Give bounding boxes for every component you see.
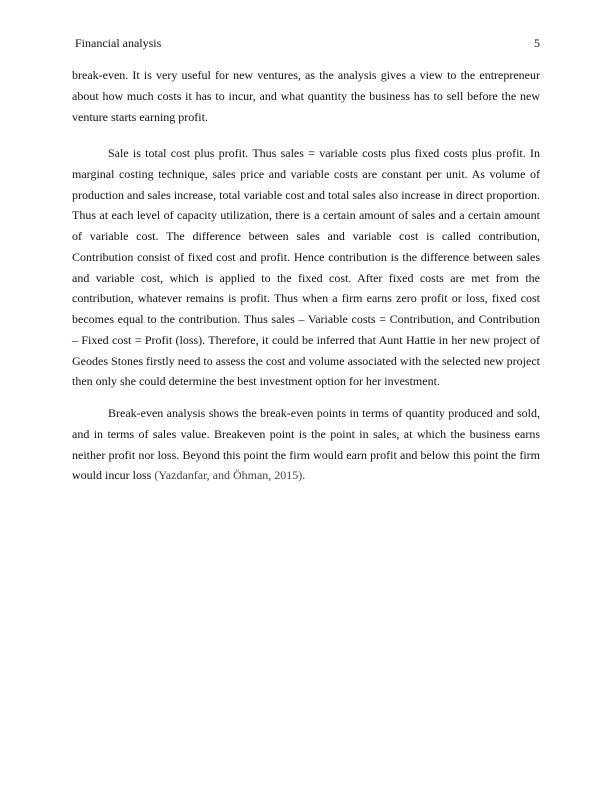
text-line: contribution, whatever remains is profit. Thus when a firm earns zero profit or loss, fixed cost [72, 291, 540, 306]
text-line: becomes equal to the contribution. Thus sales – Variable costs = Contribution, and Contribution [72, 312, 540, 326]
paragraph-1 [72, 65, 540, 127]
page-number: 5 [534, 36, 540, 50]
text-line: – Fixed cost = Profit (loss). Therefore, it could be inferred that Aunt Hattie in her new project of [72, 332, 540, 347]
text-segment: . [302, 468, 306, 483]
text-line: then only she could determine the best investment option for her investment. [72, 374, 440, 389]
text-line: Geodes Stones firstly need to assess the cost and volume associated with the selected new project [72, 353, 540, 368]
text-line: neither profit nor loss. Beyond this point the firm would earn profit and below this point the firm [72, 447, 540, 462]
text-line: marginal costing technique, sales price and variable costs are constant per unit. As volume of [72, 166, 540, 181]
paragraph-3 [72, 403, 540, 486]
page-header [75, 36, 540, 52]
text-line: Break-even analysis shows the break-even points in terms of quantity produced and sold, [108, 406, 540, 420]
text-line: of variable cost. The difference between sales and variable cost is called contribution, [72, 229, 540, 243]
text-line: and variable cost, which is applied to the fixed cost. After fixed costs are met from the [72, 270, 540, 285]
text-line: about how much costs it has to incur, and what quantity the business has to sell before the new [72, 88, 540, 103]
text-line: break-even. It is very useful for new ventures, as the analysis gives a view to the entrepreneur [72, 68, 540, 82]
paragraph-2 [72, 143, 540, 392]
text-line: Contribution consist of fixed cost and profit. Hence contribution is the difference between sales [72, 249, 540, 264]
running-title: Financial analysis [75, 36, 162, 50]
citation: (Yazdanfar, and Öhman, 2015) [154, 468, 303, 483]
text-line [72, 465, 540, 486]
text-line: production and sales increase, total variable cost and total sales also increase in direct proportion. [72, 187, 540, 202]
text-line: venture starts earning profit. [72, 109, 208, 124]
text-segment: would incur loss [72, 468, 155, 483]
text-line: and in terms of sales value. Breakeven point is the point in sales, at which the business earns [72, 426, 540, 441]
text-line: Sale is total cost plus profit. Thus sales = variable costs plus fixed costs plus profit. In [108, 146, 540, 160]
text-line: Thus at each level of capacity utilization, there is a certain amount of sales and a certain amount [72, 208, 540, 223]
